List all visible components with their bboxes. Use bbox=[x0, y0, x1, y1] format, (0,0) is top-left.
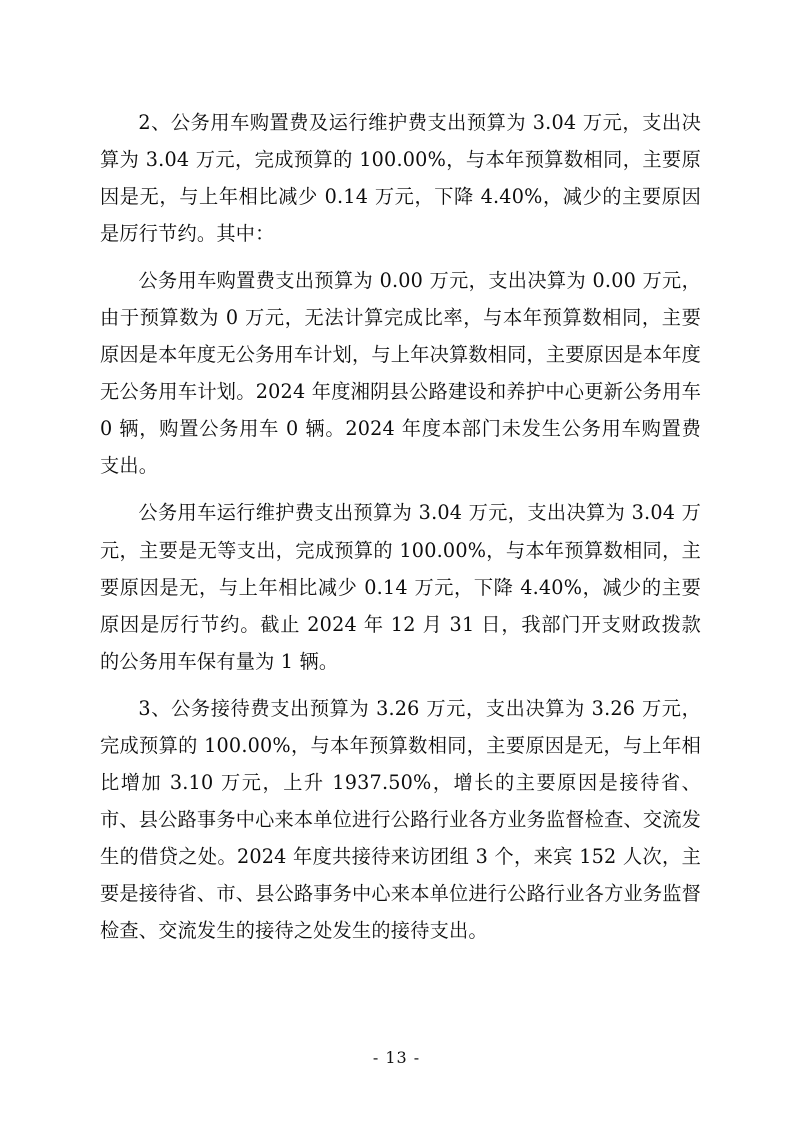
paragraph-official-vehicle-purchase-and-maintenance: 2、公务用车购置费及运行维护费支出预算为 3.04 万元，支出决算为 3.04 万元，完成预算的 100.00%，与本年预算数相同，主要原因是无，与上年相比减少 0.14 万元，下降 4.40%，减少的主要原因是厉行节约。其中： bbox=[100, 111, 701, 246]
paragraph-official-reception-expense: 3、公务接待费支出预算为 3.26 万元，支出决算为 3.26 万元，完成预算的 100.00%，与本年预算数相同，主要原因是无，与上年相比增加 3.10 万元，上升 1937.50%，增长的主要原因是接待省、市、县公路事务中心来本单位进行公路行业各方业务监督检查、交流发生的借贷之处。2024 年度共接待来访团组 3 个，来宾 152 人次，主要是接待省、市、县公路事务中心来本单位进行公路行业各方业务监督检查、交流发生的接待之处发生的接待支出。 bbox=[100, 696, 702, 942]
paragraph-official-vehicle-maintenance: 公务用车运行维护费支出预算为 3.04 万元，支出决算为 3.04 万元，主要是无等支出，完成预算的 100.00%，与本年预算数相同，主要原因是无，与上年相比减少 0.14 万元，下降 4.40%，减少的主要原因是厉行节约。截止 2024 年 12 月 31 日，我部门开支财政拨款的公务用车保有量为 1 辆。 bbox=[100, 501, 701, 673]
paragraph-official-vehicle-purchase: 公务用车购置费支出预算为 0.00 万元，支出决算为 0.00 万元，由于预算数为 0 万元，无法计算完成比率，与本年预算数相同，主要原因是本年度无公务用车计划，与上年决算数相同，主要原因是本年度无公务用车计划。2024 年度湘阴县公路建设和养护中心更新公务用车 0 辆，购置公务用车 0 辆。2024 年度本部门未发生公务用车购置费支出。 bbox=[100, 269, 702, 478]
page-number: - 13 - bbox=[372, 1048, 421, 1067]
document-body bbox=[100, 104, 701, 949]
